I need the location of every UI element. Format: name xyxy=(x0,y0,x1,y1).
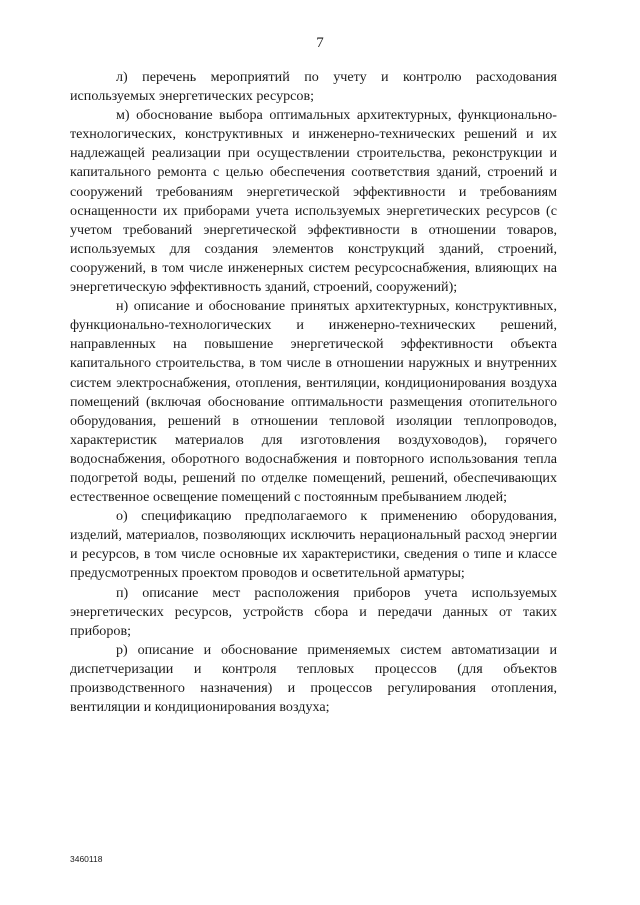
paragraph-r: р) описание и обоснование применяемых систем автоматизации и диспетчеризации и контроля тепловых процессов (для объектов производственного назначения) и процессов регулирования отопления, вентиляции и кондиционирования воздуха; xyxy=(70,641,557,716)
paragraph-p: п) описание мест расположения приборов учета используемых энергетических ресурсов, устройств сбора и передачи данных от таких приборов; xyxy=(70,584,557,639)
paragraph-n: н) описание и обоснование принятых архитектурных, конструктивных, функционально-технологических и инженерно-технических решений, направленных на повышение энергетической эффективности объекта капитального строительства, в том числе в отношении наружных и внутренних систем электроснабжения, отопления, вентиляции, кондиционирования воздуха помещений (включая обоснование оптимальности размещения отопительного оборудования, решений в отношении тепловой изоляции теплопроводов, характеристик материалов для изготовления воздуховодов), горячего водоснабжения, оборотного водоснабжения и повторного использования тепла подогретой воды, решений по отделке помещений, решений, обеспечивающих естественное освещение помещений с постоянным пребыванием людей; xyxy=(70,298,557,506)
document-code: 3460118 xyxy=(70,854,103,864)
page-number: 7 xyxy=(316,35,324,51)
paragraph-m: м) обоснование выбора оптимальных архитектурных, функционально-технологических, конструктивных и инженерно-технических решений и их надлежащей реализации при осуществлении строительства, реконструкции и капитального ремонта с целью обеспечения соответствия зданий, строений и сооружений требованиям энергетической эффективности и требованиям оснащенности их приборами учета используемых энергетических ресурсов (с учетом требований энергетической эффективности в отношении товаров, используемых для создания элементов конструкций зданий, строений, сооружений, в том числе инженерных систем ресурсоснабжения, влияющих на энергетическую эффективность зданий, строений, сооружений); xyxy=(70,107,557,296)
document-body xyxy=(70,68,557,717)
paragraph-l: л) перечень мероприятий по учету и контролю расходования используемых энергетических ресурсов; xyxy=(70,69,557,105)
paragraph-o: о) спецификацию предполагаемого к применению оборудования, изделий, материалов, позволяющих исключить нерациональный расход энергии и ресурсов, в том числе основные их характеристики, сведения о типе и классе предусмотренных проектом проводов и осветительной арматуры; xyxy=(70,508,557,582)
